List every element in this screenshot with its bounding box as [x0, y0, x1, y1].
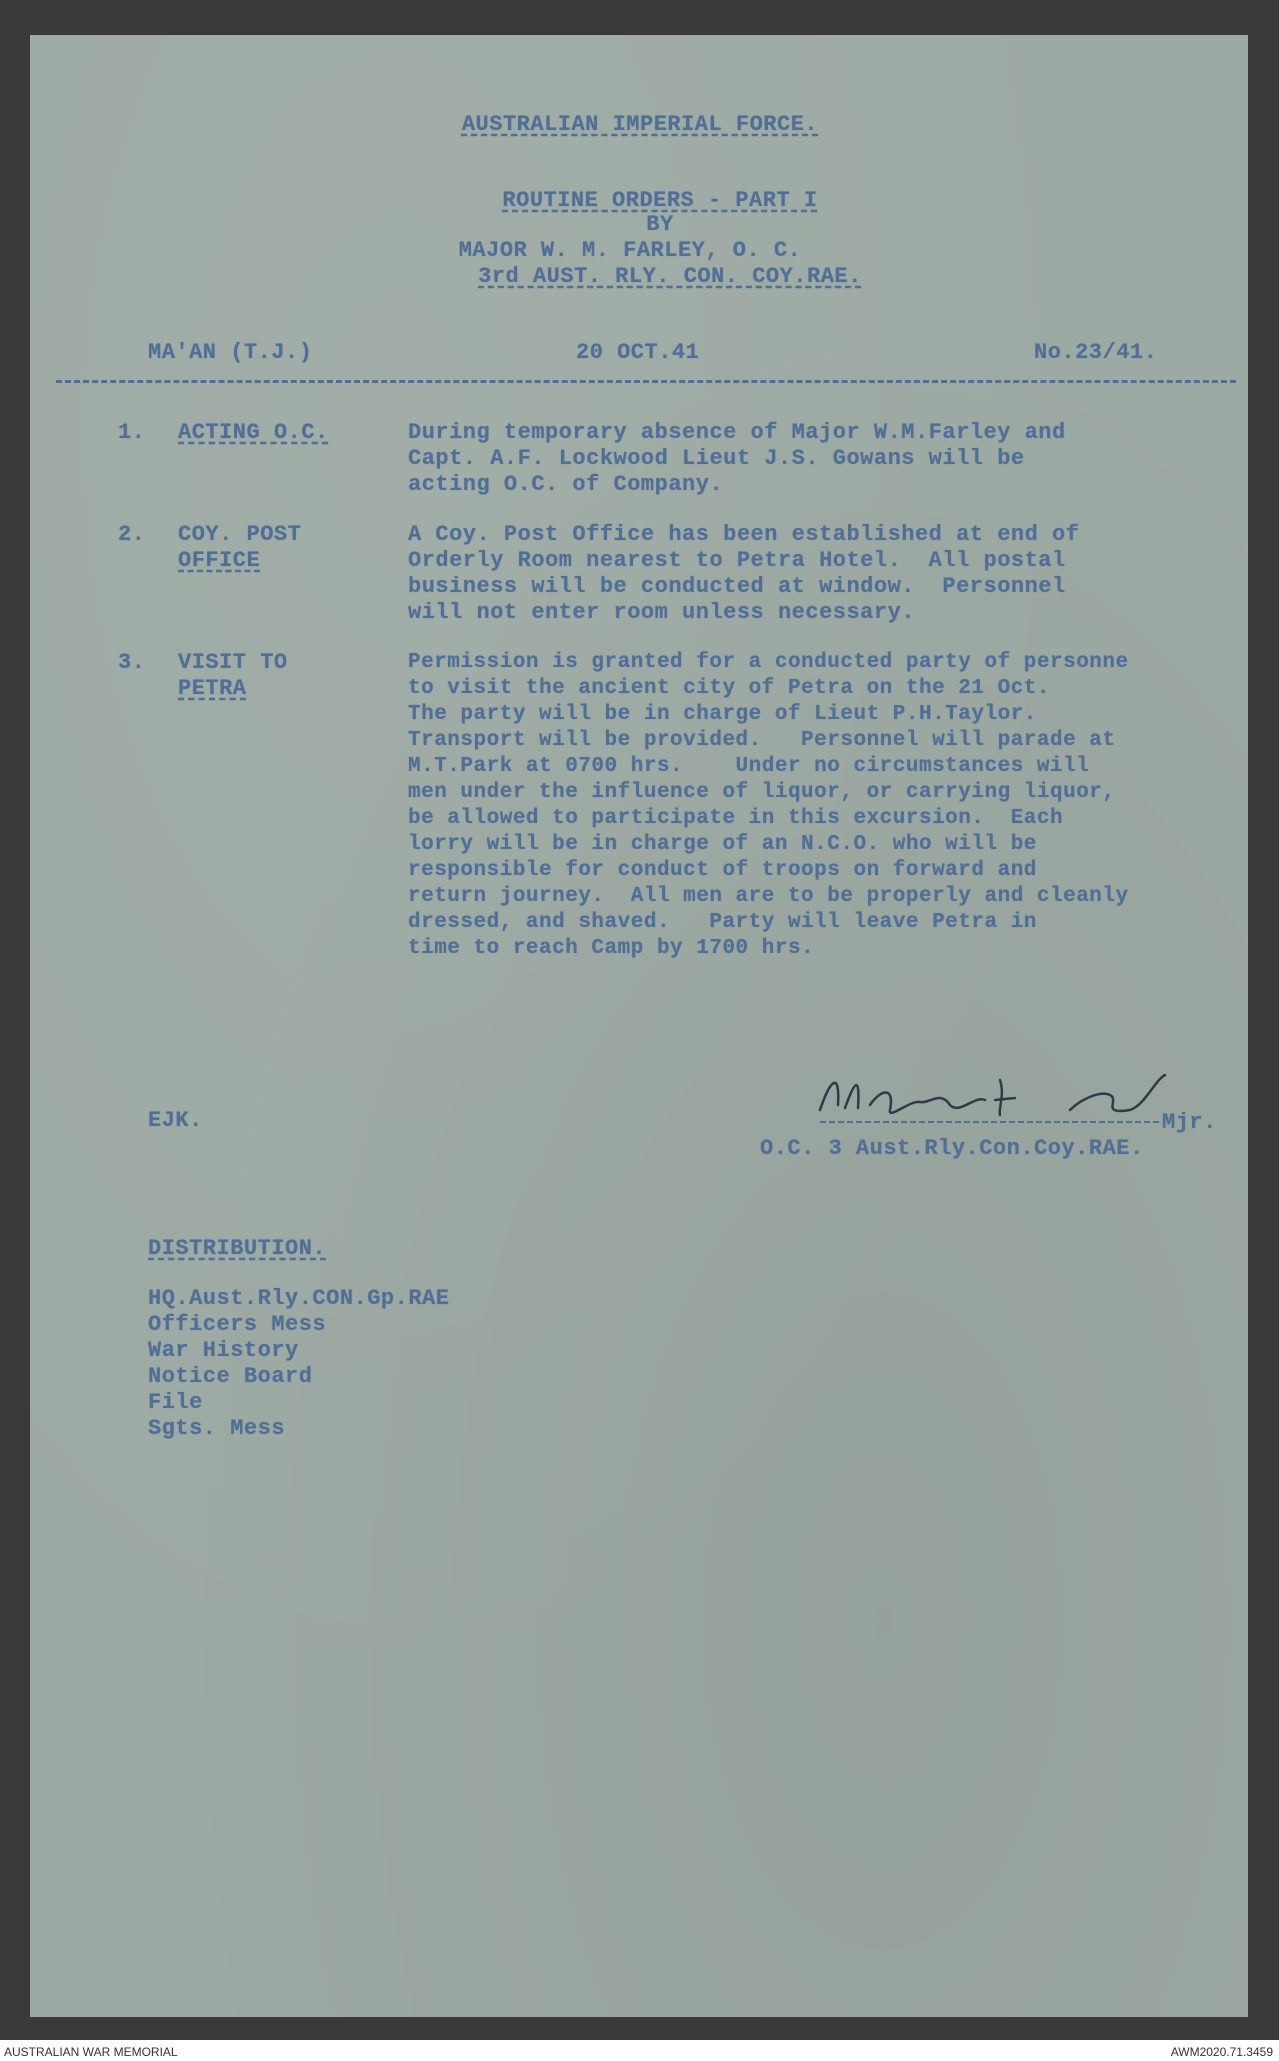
document-issuer: MAJOR W. M. FARLEY, O. C.	[458, 238, 802, 263]
document-by: BY	[646, 212, 674, 237]
signature-title: O.C. 3 Aust.Rly.Con.Coy.RAE.	[760, 1136, 1144, 1161]
document-unit: 3rd AUST. RLY. CON. COY.RAE.	[478, 264, 862, 289]
order-2-body: A Coy. Post Office has been established at end of Orderly Room nearest to Petra Hotel. All postal business will be conducted at window. Personnel will not enter room unless necessary.	[408, 522, 1080, 625]
distribution-item: HQ.Aust.Rly.CON.Gp.RAE	[148, 1286, 450, 1311]
order-3-body: Permission is granted for a conducted party of personne to visit the ancient city of Petra on the 21 Oct. The party will be in charge of Lieut P.H.Taylor. Transport will be provided. Personnel will parade at M.T.Park at 0700 hrs. Under no circumstances will men under the influence of liquor, or carrying liquor, be allowed to participate in this excursion. Each lorry will be in charge of an N.C.O. who will be responsible for conduct of troops on forward and return journey. All men are to be properly and cleanly dressed, and shaved. Party will leave Petra in time to reach Camp by 1700 hrs.	[408, 651, 1129, 960]
handwritten-signature	[800, 1060, 1200, 1140]
document-page	[30, 35, 1248, 2017]
header-divider	[56, 380, 1236, 383]
order-2-heading-line1: COY. POST	[178, 522, 302, 547]
order-3-heading-line1: VISIT TO	[178, 650, 288, 675]
order-2-number: 2.	[118, 522, 146, 547]
signature-rank: Mjr.	[1162, 1110, 1217, 1135]
order-number: No.23/41.	[1034, 340, 1158, 365]
order-1-body: During temporary absence of Major W.M.Farley and Capt. A.F. Lockwood Lieut J.S. Gowans will be acting O.C. of Company.	[408, 420, 1066, 497]
footer-accession: AWM2020.71.3459	[1170, 2045, 1273, 2059]
date-label: 20 OCT.41	[576, 340, 700, 365]
order-3-number: 3.	[118, 650, 146, 675]
order-2-heading-line2: OFFICE	[178, 548, 261, 573]
order-1-heading: ACTING O.C.	[178, 420, 329, 445]
document-subtitle: ROUTINE ORDERS - PART I	[502, 188, 818, 213]
distribution-item: Notice Board	[148, 1364, 313, 1389]
document-title: AUSTRALIAN IMPERIAL FORCE.	[461, 112, 819, 137]
typist-initials: EJK.	[148, 1108, 203, 1133]
place-label: MA'AN (T.J.)	[148, 340, 313, 365]
distribution-heading: DISTRIBUTION.	[148, 1236, 327, 1261]
distribution-item: War History	[148, 1338, 299, 1363]
order-1-number: 1.	[118, 420, 146, 445]
distribution-item: File	[148, 1390, 203, 1415]
distribution-item: Sgts. Mess	[148, 1416, 286, 1441]
distribution-item: Officers Mess	[148, 1312, 327, 1337]
order-3-heading-line2: PETRA	[178, 676, 247, 701]
footer-source: AUSTRALIAN WAR MEMORIAL	[4, 2045, 178, 2059]
